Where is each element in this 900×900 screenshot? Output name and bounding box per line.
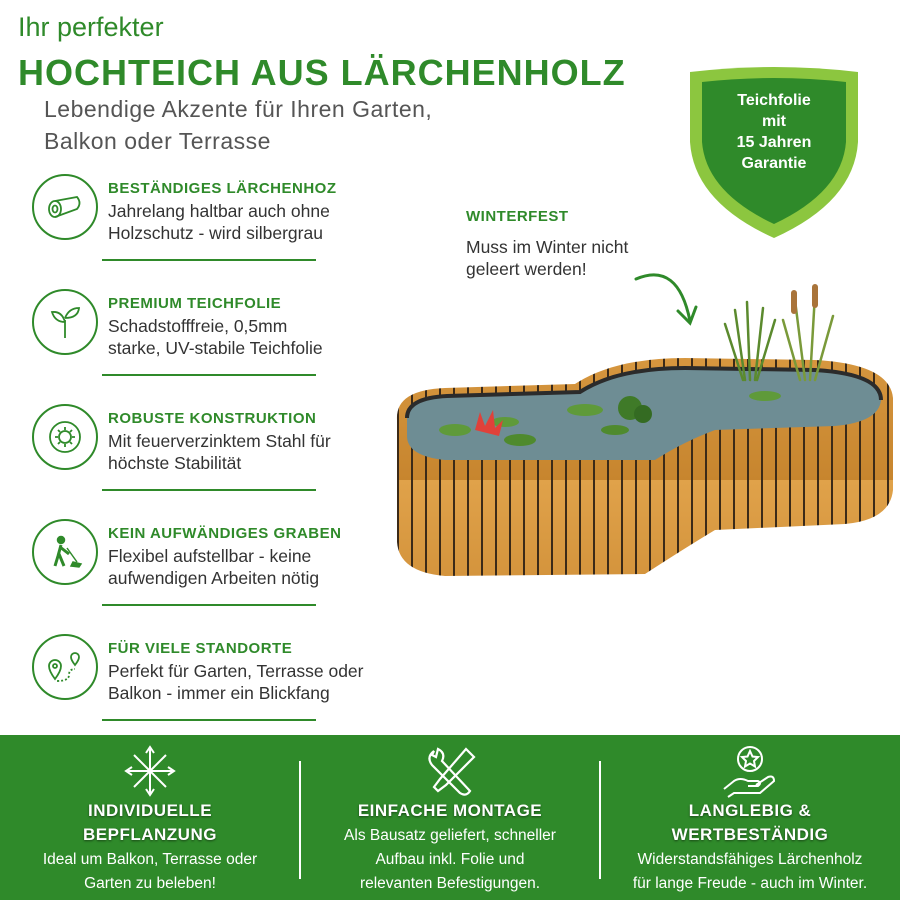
- gear-recycle-icon: [32, 404, 98, 470]
- feature-text-line: aufwendigen Arbeiten nötig: [108, 568, 320, 588]
- benefit-title: [0, 799, 300, 847]
- benefit-text-line: für lange Freude - auch im Winter.: [632, 875, 868, 892]
- feature-title: BESTÄNDIGES LÄRCHENHOZ: [108, 180, 337, 197]
- feature-larch-wood: [32, 174, 422, 274]
- divider-line: [102, 374, 316, 376]
- badge-line-1: Teichfolie: [737, 92, 811, 109]
- benefit-assembly: [300, 735, 600, 900]
- feature-text: [108, 200, 330, 244]
- divider-line: [102, 719, 316, 721]
- benefit-text: [600, 848, 900, 896]
- benefit-text-line: Als Bausatz geliefert, schneller: [344, 827, 556, 844]
- benefits-bar: [0, 735, 900, 900]
- feature-title: FÜR VIELE STANDORTE: [108, 640, 293, 657]
- benefit-text-line: relevanten Befestigungen.: [359, 875, 541, 892]
- feature-text: [108, 660, 364, 704]
- digging-worker-icon: [32, 519, 98, 585]
- hand-star-icon: [720, 743, 780, 799]
- guarantee-badge-text: [705, 90, 843, 174]
- pre-title: Ihr perfekter: [18, 12, 164, 42]
- feature-text-line: Jahrelang haltbar auch ohne: [108, 201, 330, 221]
- benefit-title-line: EINFACHE MONTAGE: [357, 801, 543, 820]
- benefit-text: [0, 848, 300, 896]
- feature-no-digging: [32, 519, 422, 619]
- benefit-title-line: BEPFLANZUNG: [83, 825, 217, 844]
- feature-text-line: Mit feuerverzinktem Stahl für: [108, 431, 331, 451]
- badge-line-2: mit: [762, 113, 786, 130]
- divider-line: [102, 259, 316, 261]
- feature-construction: [32, 404, 422, 504]
- feature-title: KEIN AUFWÄNDIGES GRABEN: [108, 525, 342, 542]
- benefit-title: [300, 799, 600, 823]
- divider-line: [102, 604, 316, 606]
- feature-text-line: Balkon - immer ein Blickfang: [108, 683, 330, 703]
- benefit-durable: [600, 735, 900, 900]
- badge-line-3: 15 Jahren: [736, 134, 812, 151]
- winterfest-text-line: geleert werden!: [466, 259, 587, 279]
- feature-text-line: Schadstofffreie, 0,5mm: [108, 316, 288, 336]
- benefit-title-line: LANGLEBIG &: [688, 801, 812, 820]
- feature-text-line: höchste Stabilität: [108, 453, 242, 473]
- benefit-text-line: Aufbau inkl. Folie und: [375, 851, 525, 868]
- feature-text-line: starke, UV-stabile Teichfolie: [108, 338, 323, 358]
- feature-title: PREMIUM TEICHFOLIE: [108, 295, 282, 312]
- feature-text: [108, 430, 331, 474]
- log-icon: [32, 174, 98, 240]
- feature-text: [108, 315, 323, 359]
- feature-text-line: Perfekt für Garten, Terrasse oder: [108, 661, 364, 681]
- raised-pond-image: [385, 280, 900, 600]
- winterfest-text-line: Muss im Winter nicht: [466, 237, 629, 257]
- page-title: HOCHTEICH AUS LÄRCHENHOLZ: [18, 52, 626, 93]
- feature-locations: [32, 634, 422, 734]
- feature-title: ROBUSTE KONSTRUKTION: [108, 410, 317, 427]
- subtitle-line-1: Lebendige Akzente für Ihren Garten,: [44, 96, 433, 122]
- benefit-text-line: Garten zu beleben!: [84, 875, 216, 892]
- feature-text: [108, 545, 319, 589]
- benefit-title-line: INDIVIDUELLE: [87, 801, 213, 820]
- benefit-title: [600, 799, 900, 847]
- benefit-text-line: Widerstandsfähiges Lärchenholz: [637, 851, 863, 868]
- benefit-text: [300, 824, 600, 896]
- badge-line-4: Garantie: [741, 155, 807, 172]
- feature-pond-liner: [32, 289, 422, 389]
- arrows-spread-icon: [120, 743, 180, 799]
- tools-icon: [420, 743, 480, 799]
- benefit-text-line: Ideal um Balkon, Terrasse oder: [42, 851, 258, 868]
- feature-text-line: Flexibel aufstellbar - keine: [108, 546, 312, 566]
- feature-text-line: Holzschutz - wird silbergrau: [108, 223, 323, 243]
- divider-line: [102, 489, 316, 491]
- subtitle-line-2: Balkon oder Terrasse: [44, 128, 271, 154]
- benefit-title-line: WERTBESTÄNDIG: [671, 825, 829, 844]
- sprout-icon: [32, 289, 98, 355]
- benefit-planting: [0, 735, 300, 900]
- location-route-icon: [32, 634, 98, 700]
- winterfest-title: WINTERFEST: [466, 208, 569, 225]
